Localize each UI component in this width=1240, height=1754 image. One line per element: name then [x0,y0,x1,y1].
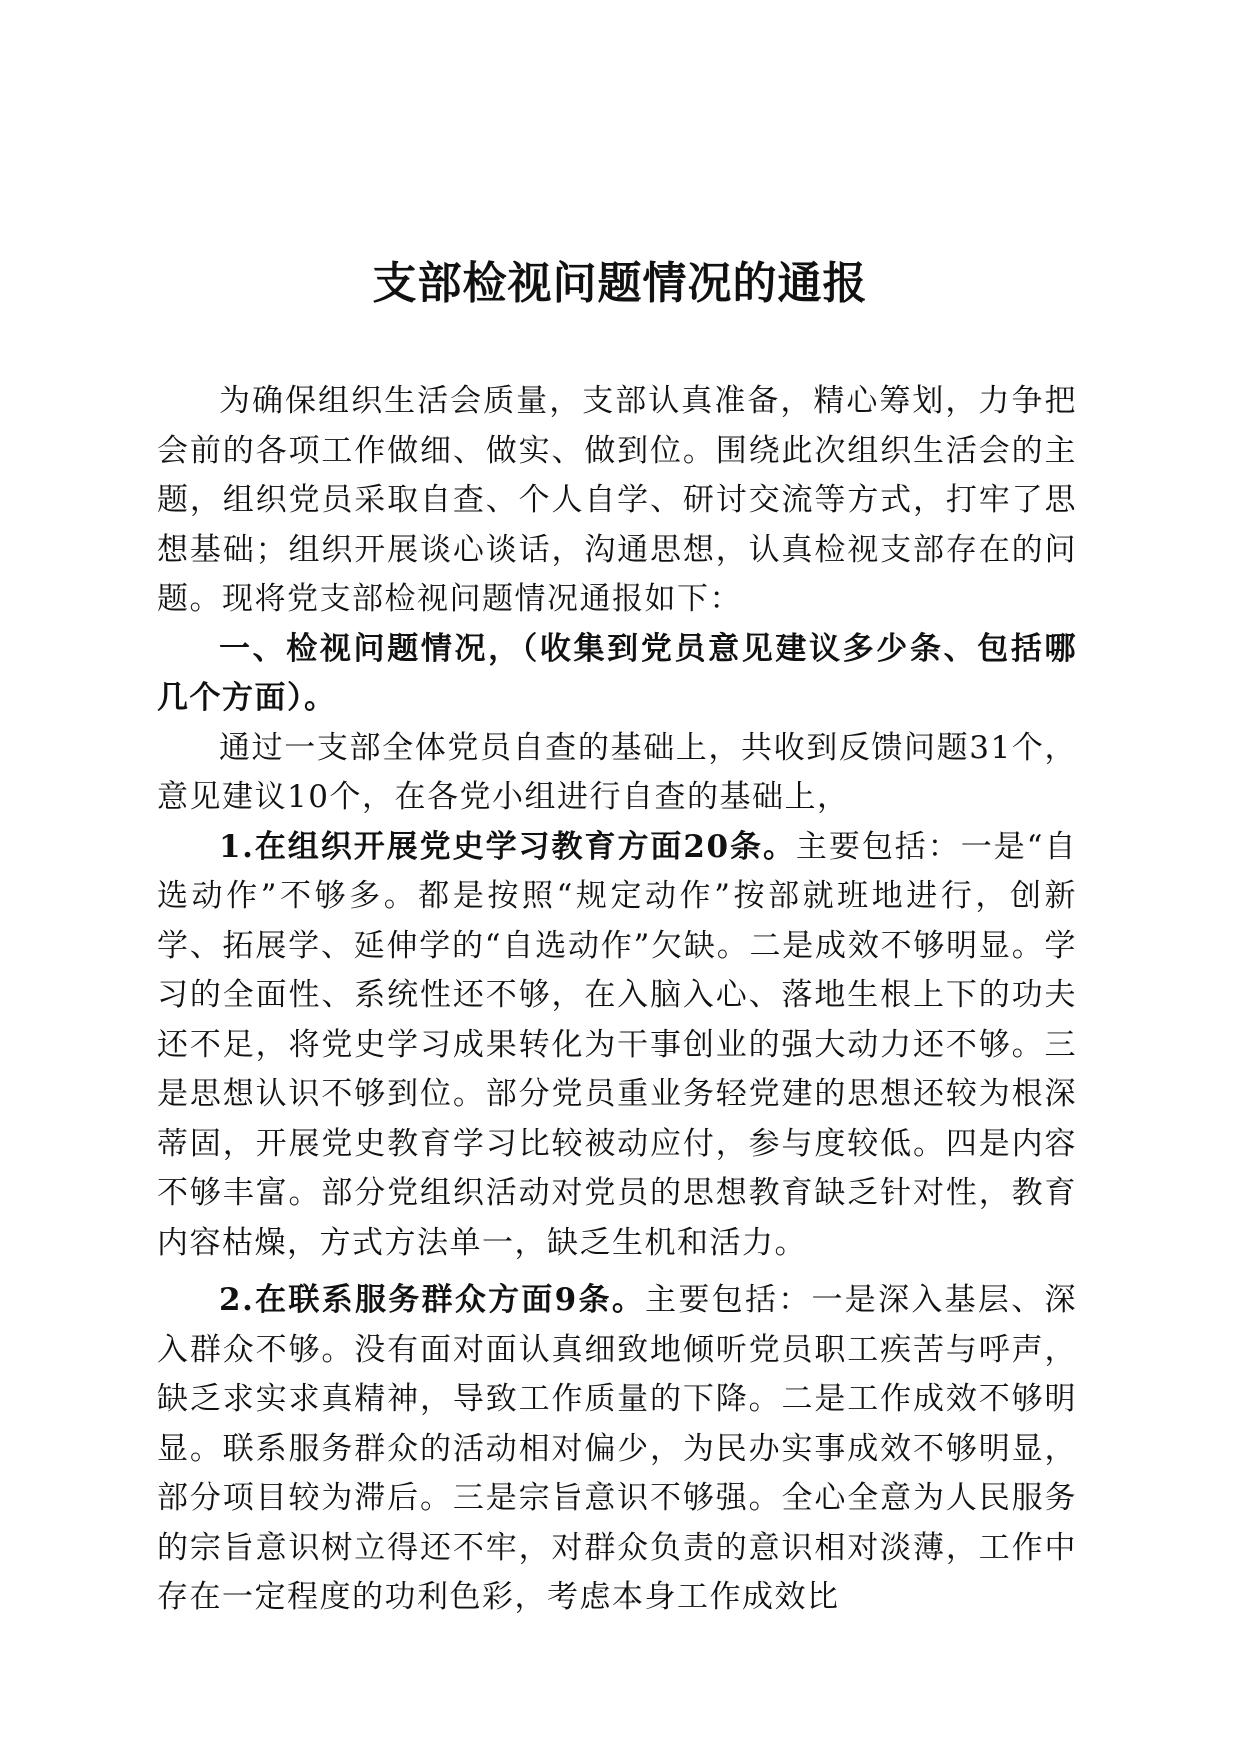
document-body [157,377,1077,1623]
item-text-2: 主要包括：一是深入基层、深入群众不够。没有面对面认真细致地倾听党员职工疾苦与呼声，缺乏求实求真精神，导致工作质量的下降。二是工作成效不够明显。联系服务群众的活动相对偏少，为民办实事成效不够明显，部分项目较为滞后。三是宗旨意识不够强。全心全意为人民服务的宗旨意识树立得还不牢，对群众负责的意识相对淡薄，工作中存在一定程度的功利色彩，考虑本身工作成效比 [157,1282,1077,1615]
paragraph-gap [157,1268,1077,1276]
item-paragraph-1 [157,823,1077,1269]
section-heading: 一、检视问题情况，（收集到党员意见建议多少条、包括哪几个方面）。 [157,630,1077,716]
item-text-1: 主要包括：一是“自选动作”不够多。都是按照“规定动作”按部就班地进行，创新学、拓展学、延伸学的“自选动作”欠缺。二是成效不够明显。学习的全面性、系统性还不够，在入脑入心、落地生根上下的功夫还不足，将党史学习成果转化为干事创业的强大动力还不够。三是思想认识不够到位。部分党员重业务轻党建的思想还较为根深蒂固，开展党史教育学习比较被动应付，参与度较低。四是内容不够丰富。部分党组织活动对党员的思想教育缺乏针对性，教育内容枯燥，方式方法单一，缺乏生机和活力。 [157,828,1077,1261]
item-lead-2: 2.在联系服务群众方面9条。 [219,1282,646,1318]
item-paragraph-2 [157,1276,1077,1623]
intro-paragraph: 为确保组织生活会质量，支部认真准备，精心筹划，力争把会前的各项工作做细、做实、做到位。围绕此次组织生活会的主题，组织党员采取自查、个人自学、研讨交流等方式，打牢了思想基础；组织开展谈心谈话，沟通思想，认真检视支部存在的问题。现将党支部检视问题情况通报如下： [157,383,1077,617]
summary-paragraph: 通过一支部全体党员自查的基础上，共收到反馈问题31个，意见建议10个，在各党小组进行自查的基础上， [157,729,1077,815]
document-title: 支部检视问题情况的通报 [372,258,868,309]
item-lead-1: 1.在组织开展党史学习教育方面20条。 [219,828,796,865]
